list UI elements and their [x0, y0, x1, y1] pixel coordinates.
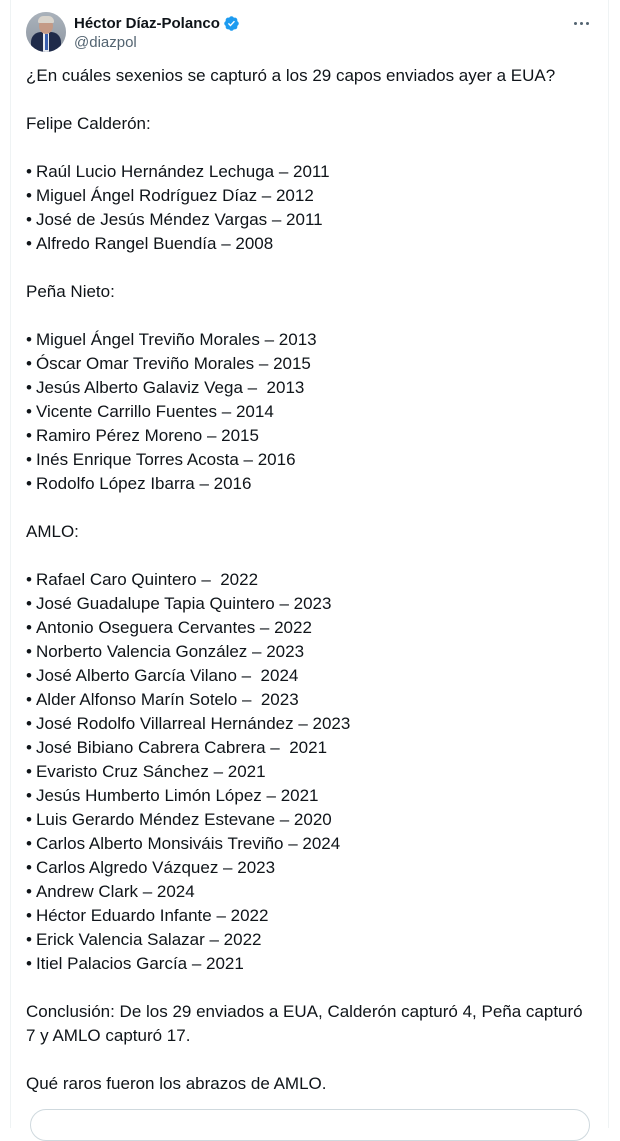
list-item: • José Alberto García Vilano – 2024	[26, 664, 596, 688]
list-item: • José Bibiano Cabrera Cabrera – 2021	[26, 736, 596, 760]
more-options-button[interactable]	[566, 12, 596, 34]
tweet-header	[26, 12, 596, 56]
ellipsis-icon	[574, 22, 577, 25]
list-item: • Héctor Eduardo Infante – 2022	[26, 904, 596, 928]
list-item: • Óscar Omar Treviño Morales – 2015	[26, 352, 596, 376]
list-item: • Ramiro Pérez Moreno – 2015	[26, 424, 596, 448]
list-item: • Inés Enrique Torres Acosta – 2016	[26, 448, 596, 472]
list-item: • Jesús Humberto Limón López – 2021	[26, 784, 596, 808]
list-item: • Vicente Carrillo Fuentes – 2014	[26, 400, 596, 424]
list-item: • Norberto Valencia González – 2023	[26, 640, 596, 664]
author-name-row	[74, 13, 240, 33]
list-item: • Carlos Alberto Monsiváis Treviño – 2024	[26, 832, 596, 856]
list-item: • Miguel Ángel Rodríguez Díaz – 2012	[26, 184, 596, 208]
list-item: • Alfredo Rangel Buendía – 2008	[26, 232, 596, 256]
list-item: • Rafael Caro Quintero – 2022	[26, 568, 596, 592]
section-heading-pena-nieto: Peña Nieto:	[26, 282, 115, 301]
list-item: • Antonio Oseguera Cervantes – 2022	[26, 616, 596, 640]
list-item: • Miguel Ángel Treviño Morales – 2013	[26, 328, 596, 352]
list-item: • José de Jesús Méndez Vargas – 2011	[26, 208, 596, 232]
author-handle[interactable]: @diazpol	[74, 34, 137, 51]
avatar[interactable]	[26, 12, 66, 52]
list-item: • Alder Alfonso Marín Sotelo – 2023	[26, 688, 596, 712]
list-item: • Jesús Alberto Galaviz Vega – 2013	[26, 376, 596, 400]
conclusion-text: Conclusión: De los 29 enviados a EUA, Calderón capturó 4, Peña capturó 7 y AMLO capturó 17.	[26, 1002, 583, 1045]
list-item: • José Guadalupe Tapia Quintero – 2023	[26, 592, 596, 616]
list-item: • Luis Gerardo Méndez Estevane – 2020	[26, 808, 596, 832]
author-display-name[interactable]: Héctor Díaz-Polanco	[74, 14, 220, 32]
list-item: • José Rodolfo Villarreal Hernández – 2023	[26, 712, 596, 736]
list-item: • Erick Valencia Salazar – 2022	[26, 928, 596, 952]
section-heading-amlo: AMLO:	[26, 522, 79, 541]
verified-badge-icon	[223, 15, 240, 32]
list-item: • Andrew Clark – 2024	[26, 880, 596, 904]
list-item: • Itiel Palacios García – 2021	[26, 952, 596, 976]
intro-question: ¿En cuáles sexenios se capturó a los 29 capos enviados ayer a EUA?	[26, 66, 556, 85]
list-item: • Raúl Lucio Hernández Lechuga – 2011	[26, 160, 596, 184]
list-item: • Evaristo Cruz Sánchez – 2021	[26, 760, 596, 784]
tweet-text	[26, 64, 596, 1096]
closing-text: Qué raros fueron los abrazos de AMLO.	[26, 1074, 327, 1093]
list-item: • Carlos Algredo Vázquez – 2023	[26, 856, 596, 880]
section-heading-calderon: Felipe Calderón:	[26, 114, 151, 133]
list-item: • Rodolfo López Ibarra – 2016	[26, 472, 596, 496]
